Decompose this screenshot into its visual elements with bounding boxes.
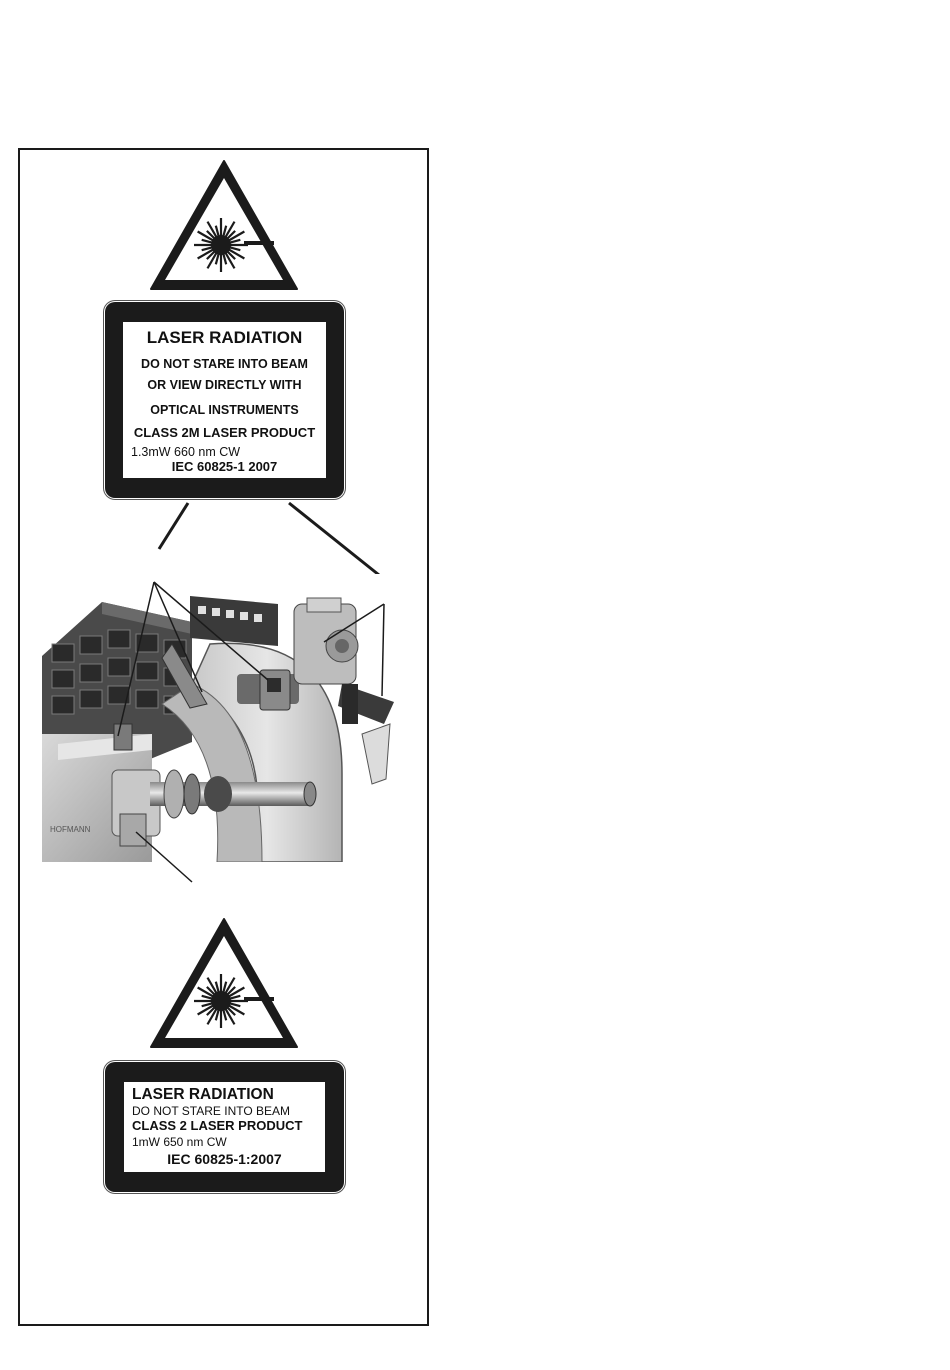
label-warning-line: DO NOT STARE INTO BEAM: [141, 357, 308, 371]
leader-line-bottom: [130, 826, 210, 886]
label-warning-line: OPTICAL INSTRUMENTS: [150, 403, 299, 417]
label-title: LASER RADIATION: [132, 1086, 274, 1103]
label-warning-line: DO NOT STARE INTO BEAM: [132, 1104, 291, 1118]
wheel-balancer-illustration: [42, 574, 408, 862]
laser-label-class-2: [105, 1062, 344, 1192]
label-power-line: 1mW 650 nm CW: [132, 1135, 227, 1149]
label-standard-line: IEC 60825-1:2007: [167, 1151, 282, 1167]
label-title: LASER RADIATION: [146, 328, 303, 347]
label-standard-line: IEC 60825-1 2007: [171, 459, 278, 474]
label-class-line: CLASS 2M LASER PRODUCT: [133, 425, 316, 440]
machine-brand-text: HOFMANN: [50, 825, 91, 834]
label-class-line: CLASS 2 LASER PRODUCT: [132, 1118, 303, 1133]
laser-warning-icon: [148, 916, 300, 1050]
label-power-line: 1.3mW 660 nm CW: [131, 445, 241, 459]
label-warning-line: OR VIEW DIRECTLY WITH: [147, 378, 302, 392]
